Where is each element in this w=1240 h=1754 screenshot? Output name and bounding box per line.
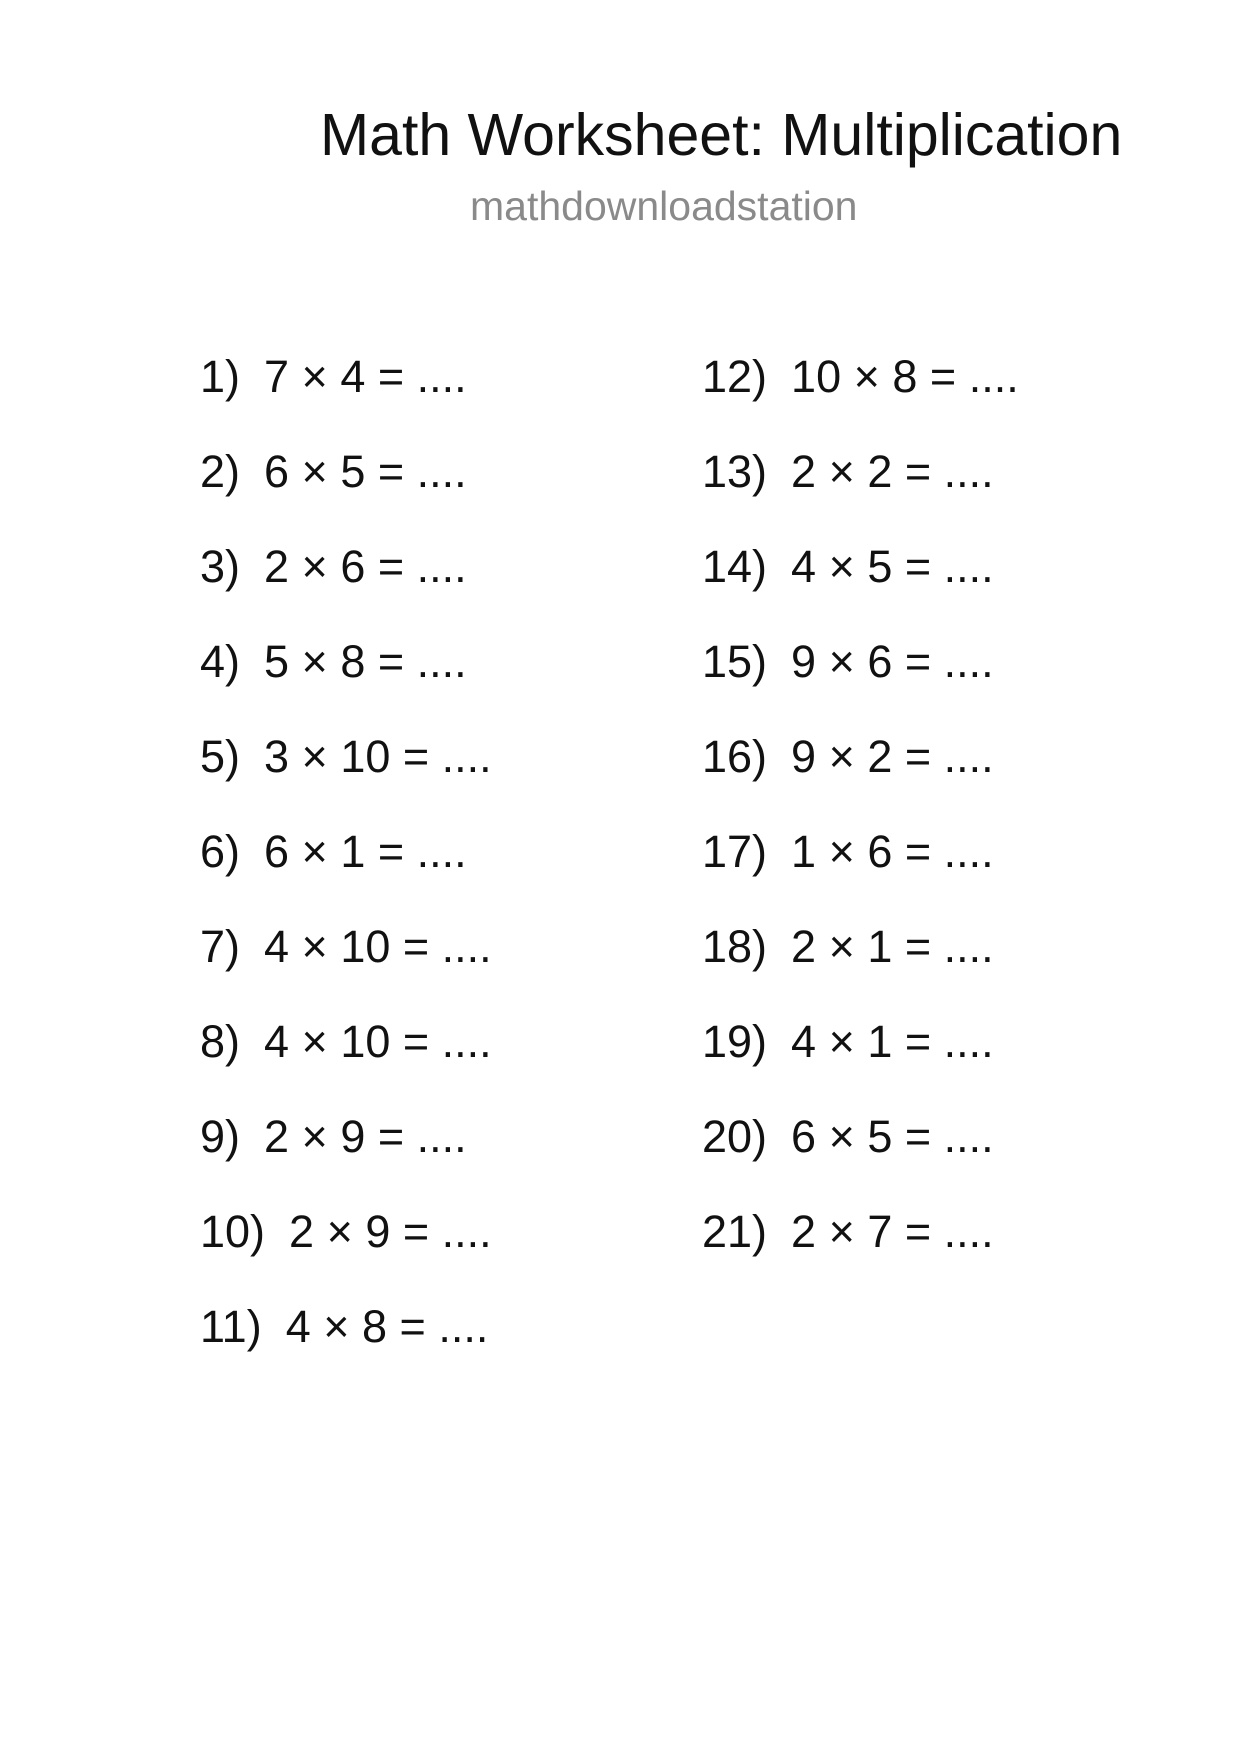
problem-item [702, 1207, 1100, 1302]
problem-number: 5) [200, 731, 241, 782]
problem-number: 16) [702, 731, 768, 782]
problem-expression: 7 × 4 = .... [264, 351, 467, 402]
problem-number: 20) [702, 1111, 768, 1162]
problem-item [200, 1302, 702, 1397]
problem-item [702, 637, 1100, 732]
problem-number: 7) [200, 921, 241, 972]
problem-number: 12) [702, 351, 768, 402]
problem-number: 15) [702, 636, 768, 687]
problem-number: 2) [200, 446, 241, 497]
problem-number: 10) [200, 1206, 266, 1257]
problem-expression: 2 × 2 = .... [791, 446, 994, 497]
problem-number: 9) [200, 1111, 241, 1162]
problem-number: 8) [200, 1016, 241, 1067]
problem-item [702, 1112, 1100, 1207]
problem-expression: 5 × 8 = .... [264, 636, 467, 687]
problem-expression: 4 × 10 = .... [264, 921, 492, 972]
problem-expression: 10 × 8 = .... [791, 351, 1019, 402]
problem-number: 13) [702, 446, 768, 497]
problem-expression: 2 × 9 = .... [289, 1206, 492, 1257]
problem-expression: 6 × 5 = .... [791, 1111, 994, 1162]
problem-item [702, 922, 1100, 1017]
problem-item [702, 352, 1100, 447]
problem-expression: 9 × 2 = .... [791, 731, 994, 782]
problem-item [702, 827, 1100, 922]
problem-item [200, 352, 702, 447]
worksheet-title: Math Worksheet: Multiplication [320, 102, 1123, 168]
problem-expression: 2 × 9 = .... [264, 1111, 467, 1162]
problem-item [200, 827, 702, 922]
problem-number: 3) [200, 541, 241, 592]
problem-expression: 6 × 1 = .... [264, 826, 467, 877]
problem-number: 11) [200, 1301, 262, 1352]
problem-item [200, 1207, 702, 1302]
problem-expression: 2 × 7 = .... [791, 1206, 994, 1257]
problem-item [702, 1017, 1100, 1112]
problem-item [702, 447, 1100, 542]
problem-expression: 4 × 10 = .... [264, 1016, 492, 1067]
problem-expression: 3 × 10 = .... [264, 731, 492, 782]
problem-expression: 1 × 6 = .... [791, 826, 994, 877]
problem-expression: 4 × 8 = .... [285, 1301, 489, 1352]
problem-list [200, 352, 1100, 1372]
problem-expression: 6 × 5 = .... [264, 446, 467, 497]
problem-number: 1) [200, 351, 241, 402]
problem-expression: 9 × 6 = .... [791, 636, 994, 687]
problem-item [200, 447, 702, 542]
problem-number: 17) [702, 826, 768, 877]
problem-number: 18) [702, 921, 768, 972]
problem-expression: 4 × 5 = .... [791, 541, 994, 592]
problem-item [702, 542, 1100, 637]
problem-number: 4) [200, 636, 241, 687]
problem-expression: 2 × 6 = .... [264, 541, 467, 592]
problem-item [702, 732, 1100, 827]
problem-number: 14) [702, 541, 768, 592]
problem-number: 21) [702, 1206, 768, 1257]
problem-expression: 2 × 1 = .... [791, 921, 994, 972]
problem-item [200, 732, 702, 827]
problem-item [200, 922, 702, 1017]
worksheet-subtitle: mathdownloadstation [470, 183, 858, 229]
problem-item [200, 1017, 702, 1112]
problem-number: 19) [702, 1016, 768, 1067]
problem-expression: 4 × 1 = .... [791, 1016, 994, 1067]
problem-item [200, 542, 702, 637]
problem-item [200, 1112, 702, 1207]
problem-item [200, 637, 702, 732]
problem-number: 6) [200, 826, 241, 877]
